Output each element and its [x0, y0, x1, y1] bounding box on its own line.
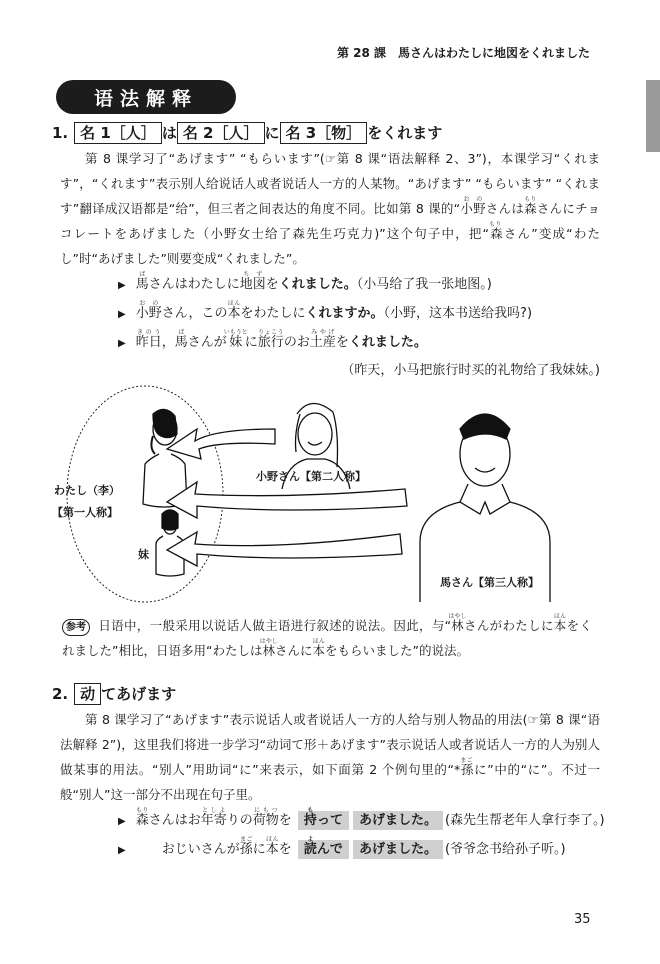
furigana-word: 本ほん [265, 836, 279, 857]
furigana-word: 旅行りょこう [257, 329, 284, 350]
furigana-reading: ほん [227, 300, 241, 307]
furigana-reading: もり [524, 196, 537, 203]
furigana-word: 孫まご [239, 836, 253, 857]
grammar-1-explanation [60, 146, 600, 271]
text-segment: を [335, 335, 349, 350]
furigana-reading: もり [135, 807, 149, 814]
label-watashi: わたし（李） [54, 484, 120, 497]
example-1-3-translation: （昨天，小马把旅行时买的礼物给了我妹妹。) [341, 363, 600, 378]
bullet-icon: ▶ [118, 280, 126, 291]
bullet-icon: ▶ [118, 338, 126, 349]
text-segment: りの [226, 813, 253, 828]
text-segment: を [278, 842, 296, 857]
text-segment: を [265, 277, 279, 292]
text-segment: を [278, 813, 296, 828]
page-number: 35 [574, 912, 591, 927]
furigana-reading: みやげ [309, 329, 336, 336]
text-segment: に”中的“に”。不过一般“别人”这一部分不出现在句子里。 [60, 762, 600, 802]
grammar-2-heading [52, 681, 600, 707]
grammar-2-explanation [60, 707, 600, 807]
furigana-word: 孫まご [460, 757, 475, 777]
example-1-1 [118, 271, 600, 300]
grammar-2-number: 2. [52, 685, 69, 703]
text-segment: あげました。 [353, 840, 443, 859]
text-segment: さんがわたしに [463, 618, 554, 633]
example-text [135, 271, 492, 292]
text-segment: てあげます [101, 685, 177, 703]
arrow-ma-to-imouto [167, 532, 402, 566]
furigana-reading: はやし [259, 638, 278, 645]
text-segment: に [252, 842, 266, 857]
furigana-word: 読よ [303, 836, 317, 857]
bullet-icon: ▶ [118, 816, 126, 827]
furigana-reading: ほん [553, 613, 567, 620]
text-segment: のお [283, 335, 310, 350]
example-text [135, 836, 566, 857]
furigana-word: 本ほん [227, 300, 241, 321]
furigana-reading: きのう [135, 329, 162, 336]
furigana-reading: いもうと [223, 329, 248, 336]
label-ma: 馬さん【第三人称】 [440, 576, 539, 589]
furigana-reading: おの [135, 300, 162, 307]
furigana-reading: はやし [448, 613, 467, 620]
text-segment: さん”变成“わたし”时“あげました”则要变成“くれました”。 [60, 226, 600, 266]
text-segment: (森先生帮老年人拿行李了。) [444, 813, 605, 828]
arrow-ma-to-watashi [167, 482, 407, 518]
text-segment: さんにチョコレートをあげました（小野女士给了森先生巧克力)”这个句子中，把“ [60, 201, 600, 241]
furigana-reading: まご [460, 757, 473, 764]
text-segment: をくれます [367, 124, 443, 142]
text-segment: に [264, 124, 280, 142]
furigana-word: 持も [303, 807, 317, 828]
text-segment: さんに [274, 643, 313, 658]
grammar-1-pattern [74, 122, 442, 144]
furigana-word: 森もり [489, 221, 504, 241]
furigana-reading: もり [489, 221, 502, 228]
section-title: 语法解释 [56, 80, 236, 114]
text-segment: をくれました”相比，日语多用“わたしは [62, 618, 592, 658]
furigana-word: 荷物にもつ [252, 807, 279, 828]
furigana-reading: まご [239, 836, 253, 843]
text-segment: 日语中，一般采用以说话人做主语进行叙述的说法。因此，与“ [98, 618, 452, 633]
text-segment: あげました。 [353, 811, 443, 830]
furigana-reading: よ [303, 836, 317, 843]
pattern-box: 动 [74, 683, 101, 705]
example-2-2 [118, 836, 600, 865]
text-segment: さんが [187, 335, 227, 350]
pattern-box: 名 3［物］ [280, 122, 368, 144]
furigana-word: 地図ちず [239, 271, 266, 292]
example-text [135, 300, 533, 321]
main-column [52, 120, 605, 865]
text-segment: くれました。 [278, 277, 357, 292]
furigana-word: 昨日きのう [135, 329, 162, 350]
furigana-word: 小野おの [460, 196, 486, 216]
text-segment: をもらいました”的说法。 [325, 643, 469, 658]
grammar-1-paragraph [60, 146, 600, 271]
furigana-reading: ば [135, 271, 149, 278]
text-segment: 第 8 课学习了“あげます”表示说话人或者说话人一方的人给与别人物品的用法(☞第 8 课“语法解释 2”)，这里我们将进一步学习“动词て形＋あげます”表示说话人或者说话人一方的人为别人做某事的用法。“别人”用助词“に”来表示，如下面第 2 个例句里的“* [60, 712, 600, 777]
furigana-reading: ちず [239, 271, 266, 278]
text-segment: さん，この [161, 306, 228, 321]
label-ono: 小野さん【第二人称】 [256, 470, 366, 483]
furigana-reading: りょこう [257, 329, 284, 336]
example-1-3 [118, 329, 600, 358]
text-segment: をわたしに [240, 306, 306, 321]
furigana-reading: おの [460, 196, 486, 203]
text-segment: 読よんで [298, 840, 349, 859]
reference-note [62, 613, 592, 663]
text-segment: おじいさんが [135, 842, 240, 857]
bullet-icon: ▶ [118, 309, 126, 320]
running-head: 第 28 課 馬さんはわたしに地図をくれました [336, 46, 590, 60]
grammar-1-number: 1. [52, 124, 69, 142]
reference-badge: 参考 [62, 619, 90, 636]
furigana-word: 森もり [135, 807, 149, 828]
example-text [135, 329, 427, 350]
giving-diagram [52, 384, 600, 609]
chapter-side-tab [646, 80, 660, 152]
pattern-box: 名 2［人］ [177, 122, 265, 144]
furigana-reading: としよ [200, 807, 227, 814]
text-segment: くれますか。 [305, 306, 384, 321]
text-segment: （小马给了我一张地图。) [356, 277, 492, 292]
grammar-2-pattern [74, 683, 176, 705]
label-imouto: 妹 [138, 548, 149, 561]
text-segment: ， [161, 335, 175, 350]
furigana-word: 土産みやげ [309, 329, 336, 350]
furigana-word: 林はやし [448, 613, 467, 633]
text-segment: さんは [485, 201, 525, 216]
note-text [62, 613, 592, 658]
text-segment: （小野，这本书送给我吗?) [383, 306, 533, 321]
furigana-word: 妹いもうと [223, 329, 248, 350]
bullet-icon: ▶ [118, 845, 126, 856]
furigana-word: 小野おの [135, 300, 162, 321]
text-segment: さんはわたしに [148, 277, 240, 292]
furigana-word: 本ほん [312, 638, 325, 658]
text-segment: 持もって [298, 811, 349, 830]
furigana-reading: ほん [265, 836, 279, 843]
furigana-word: 本ほん [553, 613, 567, 633]
furigana-word: 林はやし [259, 638, 278, 658]
text-segment: に [244, 335, 258, 350]
text-segment: (爷爷念书给孙子听。) [444, 842, 566, 857]
furigana-word: 馬ば [135, 271, 149, 292]
grammar-2-paragraph [60, 707, 600, 807]
furigana-reading: にもつ [252, 807, 279, 814]
label-first-person: 【第一人称】 [52, 506, 118, 519]
furigana-word: 年寄としよ [200, 807, 227, 828]
furigana-reading: も [303, 807, 317, 814]
arrow-ono-to-watashi [167, 429, 275, 459]
pattern-box: 名 1［人］ [74, 122, 162, 144]
text-segment: は [161, 124, 177, 142]
text-segment: さんはお [148, 813, 201, 828]
furigana-word: 馬ば [174, 329, 188, 350]
furigana-word: 森もり [524, 196, 537, 216]
text-segment: 第 8 课学习了“あげます” “もらいます”(☞第 8 课“语法解释 2、3”)，本课学习“くれます”，“くれます”表示别人给说话人或者说话人一方的人某物。“あげます” “もらいます” “くれます”翻译成汉语都是“给”，但三者之间表达的角度不同。比如第 8 课的“ [60, 151, 600, 216]
furigana-reading: ば [174, 329, 188, 336]
example-text [135, 807, 605, 828]
example-2-1 [118, 807, 605, 836]
grammar-1-heading [52, 120, 600, 146]
example-1-2 [118, 300, 600, 329]
furigana-reading: ほん [312, 638, 325, 645]
text-segment: くれました。 [348, 335, 427, 350]
